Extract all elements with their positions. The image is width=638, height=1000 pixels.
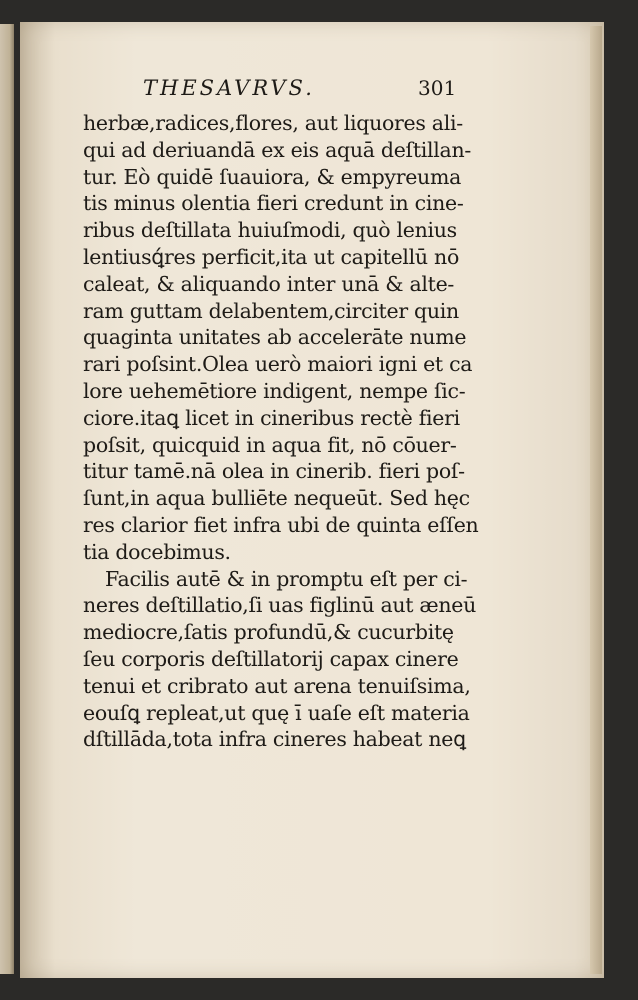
text-line: poſsit, quicquid in aqua fit, nō cōuer- [83,432,457,457]
text-line: tia docebimus. [83,539,231,564]
text-line: rari poſsint.Olea uerò maiori igni et ca [83,352,473,377]
text-line: eouſꝗ repleat,ut quę ī uaſe eſt materia [83,700,470,725]
page-stack-edge [590,26,602,974]
text-line: neres deſtillatio,ſi uas figlinū aut æneū [83,593,477,618]
text-line: dſtillāda,tota infra cineres habeat neꝗ [83,727,466,752]
text-line: ciore.itaꝗ licet in cineribus rectè fieri [83,405,460,430]
text-line: quaginta unitates ab accelerāte nume [83,325,467,350]
running-head: THESAVRVS. [143,76,315,100]
page-text [83,76,479,753]
text-line: herbæ,radices,flores, aut liquores ali- [83,111,463,135]
text-line: lore uehemētiore indigent, nempe ſic- [83,378,466,403]
text-line: lentiusꝗ́res perficit,ita ut capitellū nō [83,244,459,269]
text-line: ribus deſtillata huiuſmodi, quò lenius [83,218,457,243]
text-line: titur tamē.nā olea in cinerib. fieri poſ- [83,459,465,484]
text-line: tis minus olentia fieri credunt in cine- [83,191,464,216]
page-header [83,76,468,110]
text-line: ſunt,in aqua bulliēte nequeūt. Sed hęc [83,486,470,511]
paragraph-first-line: Facilis autē & in promptu eſt per ci- [105,566,468,591]
text-line: mediocre,ſatis profundū,& cucurbitę [83,620,454,645]
text-line: tenui et cribrato aut arena tenuiſsima, [83,673,471,698]
text-line: ſeu corporis deſtillatorij capax cinere [83,646,459,671]
text-line: caleat, & aliquando inter unā & alte- [83,271,455,296]
page-number: 301 [418,76,457,100]
previous-page-edge [0,24,14,974]
text-line: qui ad deriuandā ex eis aquā deſtillan- [83,137,471,162]
text-line: tur. Eò quidē ſuauiora, & empyreuma [83,164,461,189]
text-line: res clarior fiet infra ubi de quinta eſſen [83,512,479,537]
text-line: ram guttam delabentem,circiter quin [83,298,459,323]
